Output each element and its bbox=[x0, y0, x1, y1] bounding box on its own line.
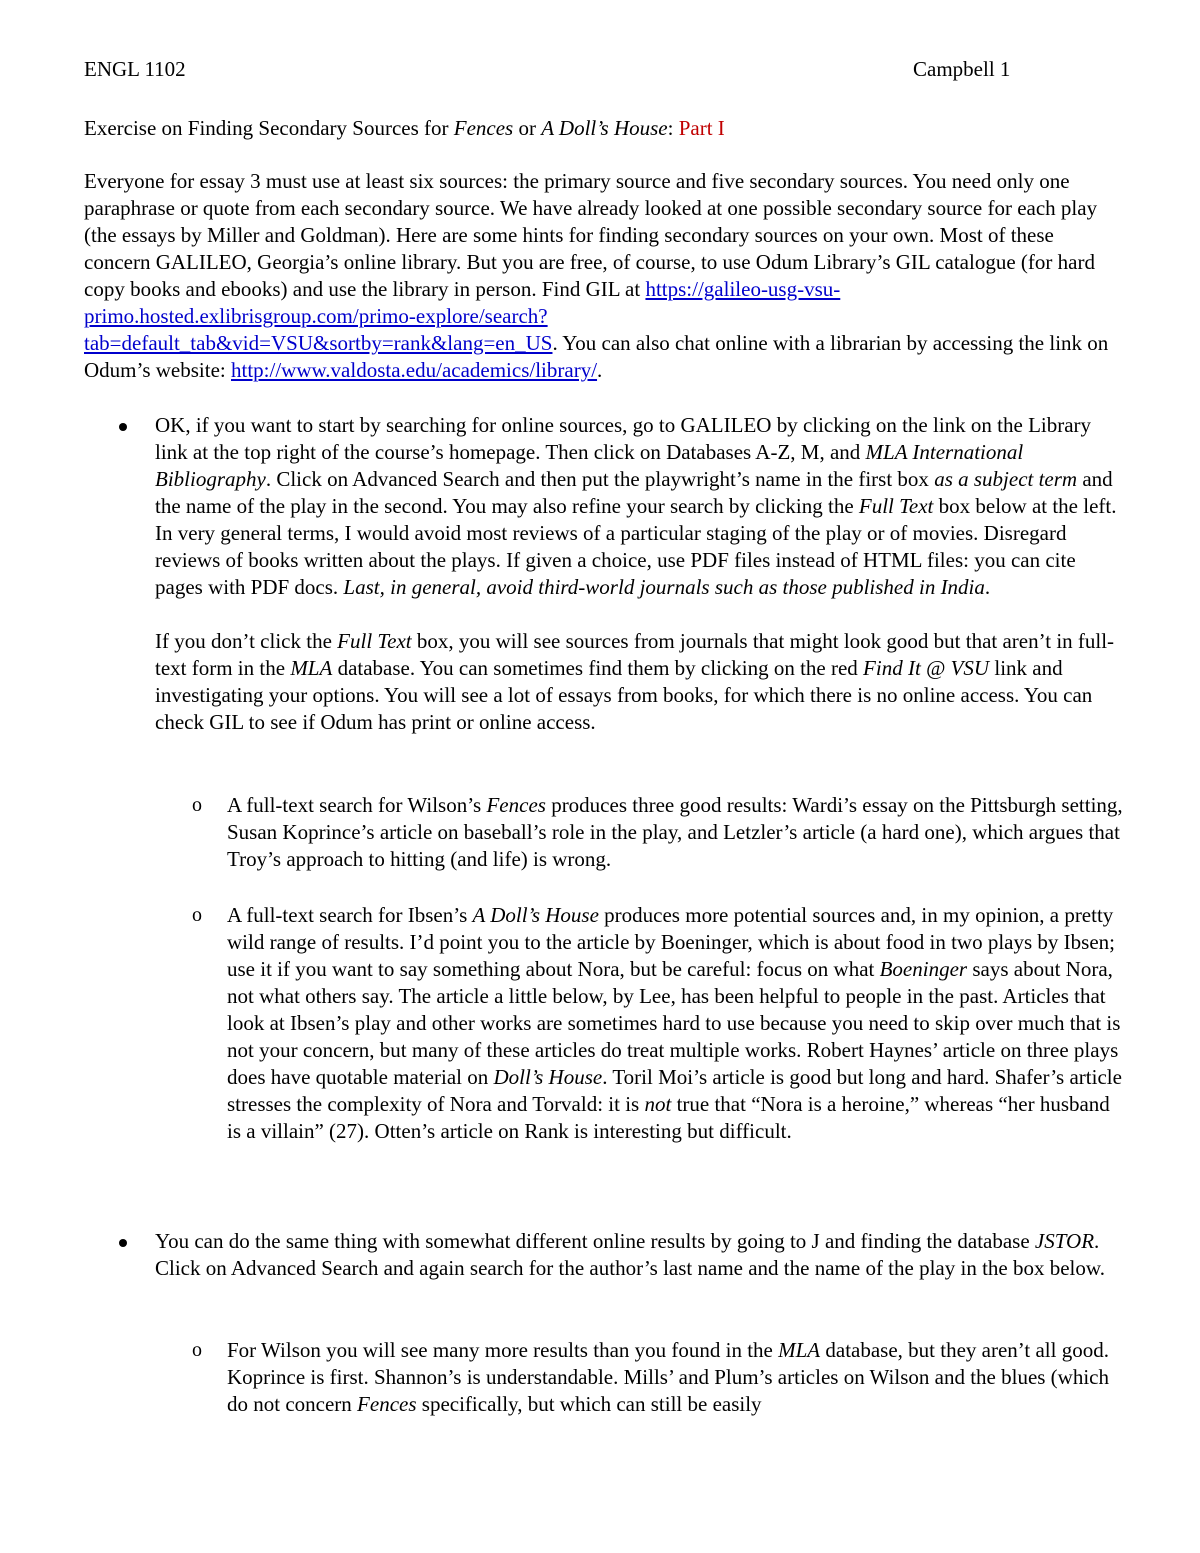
sub-bullet-marker: o bbox=[192, 904, 202, 926]
odum-library-link[interactable]: http://www.valdosta.edu/academics/library/ bbox=[231, 358, 598, 382]
sub-bullet-marker: o bbox=[192, 1339, 202, 1361]
sub-bullet-marker: o bbox=[192, 794, 202, 816]
part-label: Part I bbox=[678, 116, 725, 140]
sub-bullet-dolls-house: A full-text search for Ibsen’s A Doll’s House produces more potential sources and, in my opinion, a pretty wild range of results. I’d point you to the article by Boeninger, which is about food in two plays by Ibsen; use it if you want to say something about Nora, but be careful: focus on what Boeninger says about Nora, not what others say. The article a little below, by Lee, has been helpful to people in the past. Articles that look at Ibsen’s play and other works are sometimes hard to use because you need to skip over much that is not your concern, but many of these articles do treat multiple works. Robert Haynes’ article on three plays does have quotable material on Doll’s House. Toril Moi’s article is good but long and hard. Shafer’s article stresses the complexity of Nora and Torvald: it is not true that “Nora is a heroine,” whereas “her husband is a villain” (27). Otten’s article on Rank is interesting but difficult. bbox=[227, 903, 1122, 1143]
exercise-title: Exercise on Finding Secondary Sources for Fences or A Doll’s House: Part I bbox=[84, 116, 725, 140]
page-number-header: Campbell 1 bbox=[913, 57, 1011, 81]
bullet-galileo-para1: OK, if you want to start by searching for online sources, go to GALILEO by clicking on the link on the Library link at the top right of the course’s homepage. Then click on Databases A-Z, M, and MLA International Bibliography. Click on Advanced Search and then put the playwright’s name in the first box as a subject term and the name of the play in the second. You may also refine your search by clicking the Full Text box below at the left. In very general terms, I would avoid most reviews of a particular staging of the play or of movies. Disregard reviews of books written about the plays. If given a choice, use PDF files instead of HTML files: you can cite pages with PDF docs. Last, in general, avoid third-world journals such as those published in India. bbox=[155, 413, 1117, 599]
course-header: ENGL 1102 bbox=[84, 57, 186, 81]
gil-catalogue-link[interactable]: https://galileo-usg-vsu-primo.hosted.exlibrisgroup.com/primo-explore/search? tab=default_tab&vid=VSU&sortby=rank&lang=en_US bbox=[84, 277, 841, 355]
bullet-marker bbox=[119, 423, 127, 431]
sub-bullet-wilson-jstor: For Wilson you will see many more results than you found in the MLA database, but they aren’t all good. Koprince is first. Shannon’s is understandable. Mills’ and Plum’s articles on Wilson and the blues (which do not concern Fences specifically, but which can still be easily bbox=[227, 1338, 1109, 1416]
sub-bullet-fences: A full-text search for Wilson’s Fences produces three good results: Wardi’s essay on the Pittsburgh setting, Susan Koprince’s article on baseball’s role in the play, and Letzler’s article (a hard one), which argues that Troy’s approach to hitting (and life) is wrong. bbox=[227, 793, 1123, 871]
bullet-galileo bbox=[155, 412, 1125, 736]
bullet-galileo-para2: If you don’t click the Full Text box, you will see sources from journals that might look good but that aren’t in full-text form in the MLA database. You can sometimes find them by clicking on the red Find It @ VSU link and investigating your options. You will see a lot of essays from books, for which there is no online access. You can check GIL to see if Odum has print or online access. bbox=[155, 629, 1115, 734]
bullet-jstor: You can do the same thing with somewhat different online results by going to J and finding the database JSTOR. Click on Advanced Search and again search for the author’s last name and the name of the play in the box below. bbox=[155, 1229, 1105, 1280]
bullet-marker bbox=[119, 1239, 127, 1247]
intro-paragraph: Everyone for essay 3 must use at least six sources: the primary source and five secondary sources. You need only one paraphrase or quote from each secondary source. We have already looked at one possible secondary source for each play (the essays by Miller and Goldman). Here are some hints for finding secondary sources on your own. Most of these concern GALILEO, Georgia’s online library. But you are free, of course, to use Odum Library’s GIL catalogue (for hard copy books and ebooks) and use the library in person. Find GIL at https://galileo-usg-vsu-primo.hosted.exlibrisgroup.com/primo-explore/search? tab=default_tab&vid=VSU&sortby=rank&lang=en_US. You can also chat online with a librarian by accessing the link on Odum’s website: http://www.valdosta.edu/academics/library/. bbox=[84, 169, 1109, 382]
